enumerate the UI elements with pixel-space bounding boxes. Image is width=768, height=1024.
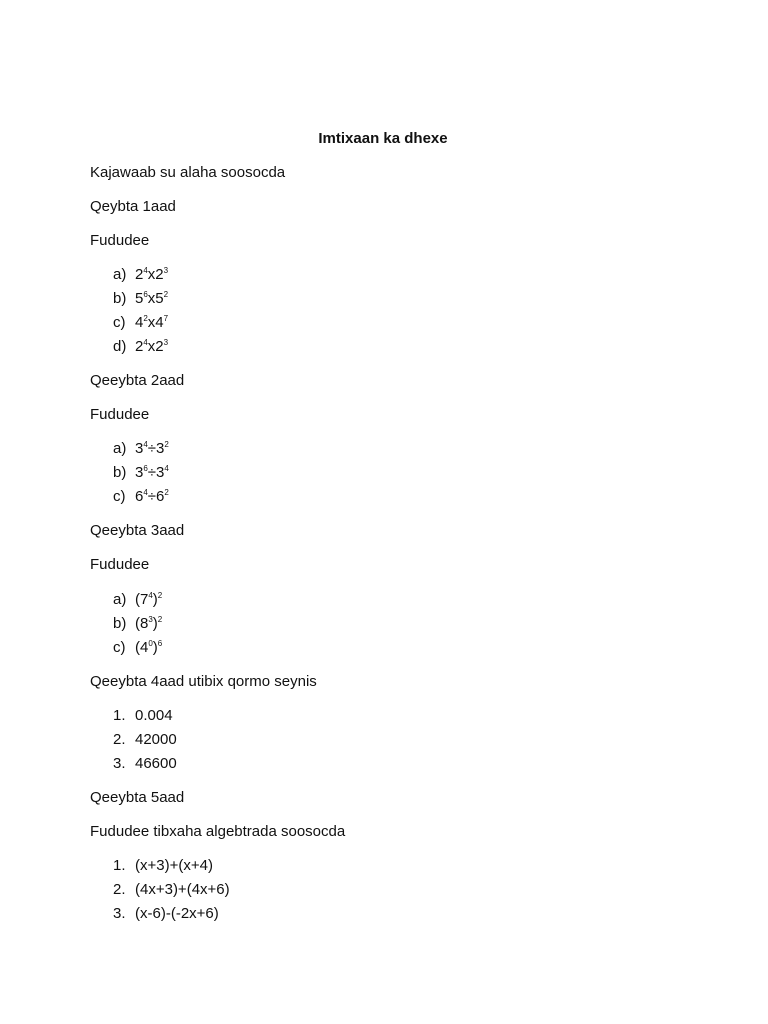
list-marker: c)	[113, 488, 126, 505]
section-1-heading: Qeybta 1aad	[90, 198, 176, 215]
list-marker: c)	[113, 639, 126, 656]
section-5-heading: Qeeybta 5aad	[90, 789, 185, 806]
section-3-subheading: Fududee	[90, 556, 150, 573]
list-item-expression: 0.004	[135, 707, 173, 724]
list-item-expression: $3^6\div 3^4$	[135, 464, 169, 481]
list-item	[113, 338, 168, 355]
list-item	[113, 755, 177, 772]
list-marker: 1.	[113, 707, 126, 724]
list-item	[113, 488, 169, 505]
list-marker: c)	[113, 314, 126, 331]
section-2-heading: Qeeybta 2aad	[90, 372, 185, 389]
exponent: 3	[163, 338, 169, 347]
list-item	[113, 707, 173, 724]
exponent: 2	[157, 591, 163, 600]
list-item	[113, 440, 169, 457]
list-item-expression: $3^4\div 3^2$	[135, 440, 169, 457]
list-item-expression: $2^4x2^3$	[135, 338, 169, 355]
exponent: 4	[164, 464, 169, 473]
section-5-subheading: Fududee tibxaha algebtrada soosocda	[90, 823, 346, 840]
exponent: 6	[143, 290, 148, 299]
exponent: 3	[148, 615, 153, 624]
list-marker: b)	[113, 464, 127, 481]
list-item-expression: $(8^3)^2$	[135, 615, 163, 632]
list-item-expression: $5^6x5^2$	[135, 290, 169, 307]
list-marker: a)	[113, 440, 127, 457]
list-item	[113, 314, 168, 331]
page-title: Imtixaan ka dhexe	[318, 130, 448, 147]
list-item	[113, 905, 219, 922]
exponent: 2	[164, 488, 169, 497]
exponent: 2	[157, 615, 163, 624]
section-2-subheading: Fududee	[90, 406, 150, 423]
exponent: 4	[143, 440, 148, 449]
list-item	[113, 464, 169, 481]
list-item-expression: (x-6)-(-2x+6)	[135, 905, 219, 922]
exponent: 2	[164, 440, 169, 449]
section-1-subheading: Fududee	[90, 232, 150, 249]
instruction: Kajawaab su alaha soosocda	[90, 164, 286, 181]
list-item-expression: (x+3)+(x+4)	[135, 857, 213, 874]
list-item-expression: 46600	[135, 755, 177, 772]
list-item	[113, 266, 168, 283]
list-marker: 3.	[113, 905, 126, 922]
exponent: 6	[143, 464, 148, 473]
exponent: 7	[163, 314, 169, 323]
exponent: 2	[163, 290, 169, 299]
list-marker: a)	[113, 266, 127, 283]
list-marker: 2.	[113, 881, 126, 898]
exponent: 3	[163, 266, 169, 275]
list-item	[113, 639, 162, 656]
list-item	[113, 290, 168, 307]
section-3-heading: Qeeybta 3aad	[90, 522, 185, 539]
list-item-expression: $(4^0)^6$	[135, 639, 163, 656]
exponent: 4	[143, 338, 148, 347]
exponent: 0	[148, 639, 153, 648]
list-marker: 1.	[113, 857, 126, 874]
exponent: 4	[143, 488, 148, 497]
exponent: 4	[143, 266, 148, 275]
list-marker: b)	[113, 290, 127, 307]
section-4-heading: Qeeybta 4aad utibix qormo seynis	[90, 673, 317, 690]
list-item-expression: $6^4\div 6^2$	[135, 488, 169, 505]
list-item	[113, 881, 230, 898]
list-item-expression: 42000	[135, 731, 177, 748]
list-item-expression: $4^2x4^7$	[135, 314, 169, 331]
list-item	[113, 615, 162, 632]
exponent: 6	[157, 639, 163, 648]
list-item-expression: $(7^4)^2$	[135, 591, 163, 608]
exponent: 4	[148, 591, 153, 600]
list-item	[113, 731, 177, 748]
list-item	[113, 591, 162, 608]
list-marker: d)	[113, 338, 127, 355]
list-marker: 2.	[113, 731, 126, 748]
list-marker: 3.	[113, 755, 126, 772]
list-item-expression: $2^4x2^3$	[135, 266, 169, 283]
exponent: 2	[143, 314, 148, 323]
list-item	[113, 857, 213, 874]
list-marker: a)	[113, 591, 127, 608]
list-item-expression: (4x+3)+(4x+6)	[135, 881, 230, 898]
list-marker: b)	[113, 615, 127, 632]
